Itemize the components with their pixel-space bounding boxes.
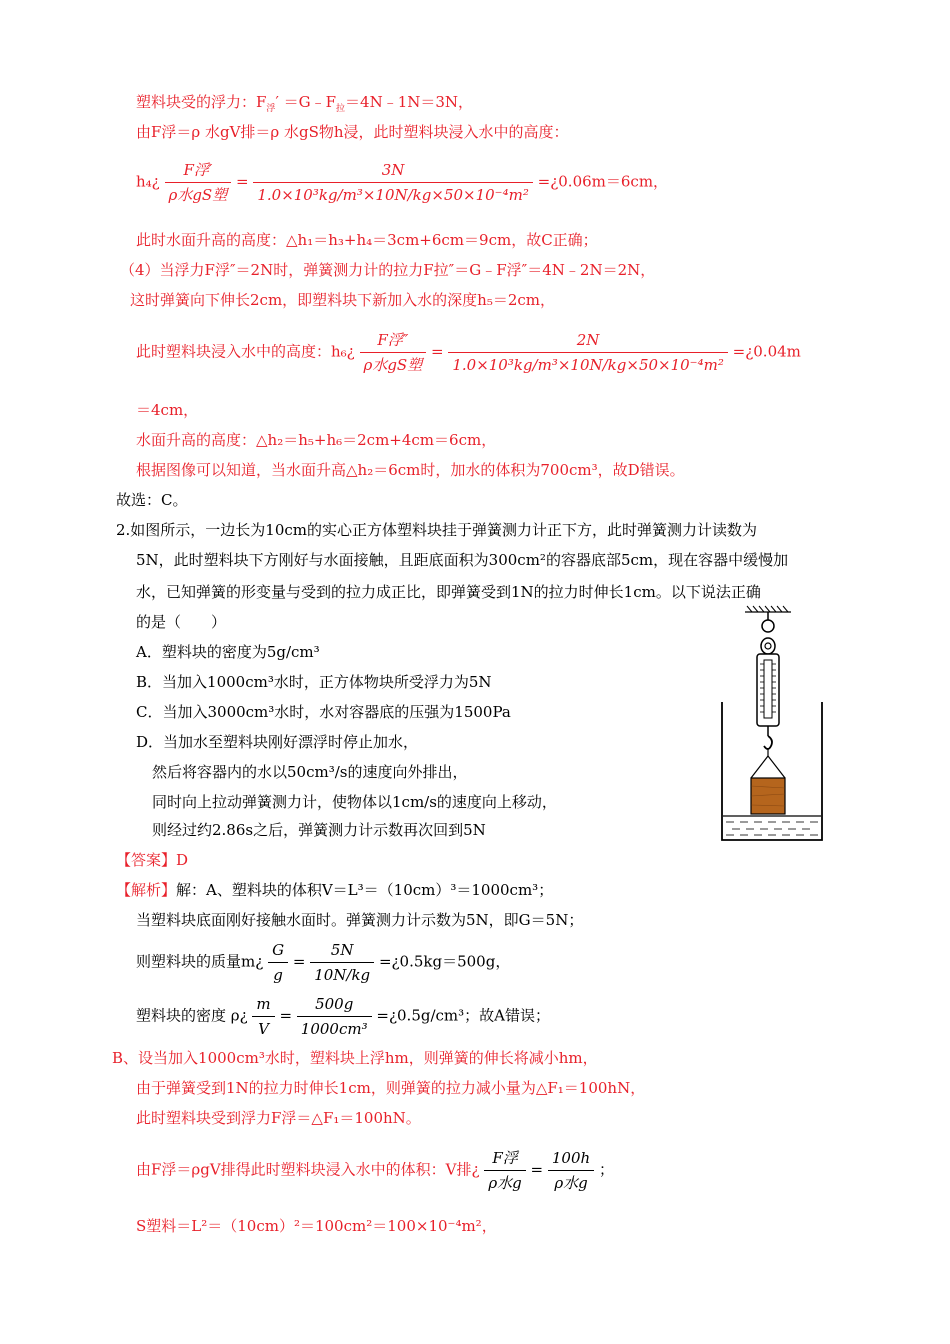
option-d-line-1: D．当加水至塑料块刚好漂浮时停止加水，: [136, 733, 419, 751]
part4-line: （4）当浮力F浮″＝2N时，弹簧测力计的拉力F拉″＝G﹣F浮″＝4N﹣2N＝2N，: [120, 261, 656, 279]
solution-b-line-5: S塑料＝L²＝（10cm）²＝100cm²＝100×10⁻⁴m²，: [136, 1217, 497, 1235]
solution-line-1: 【解析】解：A、塑料块的体积V＝L³＝（10cm）³＝1000cm³；: [116, 881, 554, 899]
question-2-line-1: 2.如图所示，一边长为10cm的实心正方体塑料块挂于弹簧测力计正下方，此时弹簧测力计读数为: [116, 521, 758, 539]
answer-line: 【答案】D: [116, 851, 189, 869]
water-rise-line-1: 此时水面升高的高度：△h₁＝h₃+h₄＝3cm+6cm＝9cm，故C正确；: [136, 231, 598, 249]
equation-mass: 则塑料块的质量m¿ $\frac{G}{g}$ = $\frac{5N}{10N/kg}$ =¿0.5kg＝500g，: [136, 941, 511, 984]
spring-stretch-line: 这时弹簧向下伸长2cm，即塑料块下新加入水的深度h₅＝2cm，: [130, 291, 556, 309]
graph-conclusion-line: 根据图像可以知道，当水面升高△h₂＝6cm时，加水的体积为700cm³，故D错误。: [136, 461, 685, 479]
water-dashes: [726, 822, 818, 835]
solution-line-2: 当塑料块底面刚好接触水面时。弹簧测力计示数为5N，即G＝5N；: [136, 911, 584, 929]
solution-b-line-3: 此时塑料块受到浮力F浮＝△F₁＝100hN。: [136, 1109, 421, 1127]
option-d-line-4: 则经过约2.86s之后，弹簧测力计示数再次回到5N: [152, 821, 486, 839]
equation-volume: 由F浮＝ρgV排得此时塑料块浸入水中的体积：V排¿ $\frac{\text{F浮}}{\text{ρ水g}}$ = $\frac{100h}{\text{ρ水g}}$ ；: [136, 1149, 614, 1192]
option-d-line-2: 然后将容器内的水以50cm³/s的速度向外排出，: [152, 763, 468, 781]
spring-scale-diagram: [718, 602, 828, 848]
result-4cm-line: ＝4cm，: [136, 401, 199, 419]
solution-b-line-1: B、设当加入1000cm³水时，塑料块上浮hm，则弹簧的伸长将减小hm，: [112, 1049, 598, 1067]
ceiling-hatch: [745, 606, 791, 612]
option-b: B．当加入1000cm³水时，正方体物块所受浮力为5N: [136, 673, 492, 691]
option-a: A．塑料块的密度为5g/cm³: [136, 643, 320, 661]
equation-h6: 此时塑料块浸入水中的高度：h₆¿ $\frac{\text{F浮″}}{\text{ρ水gS塑}}$ = $\frac{2N}{\text{1.0×10³kg/m³×10N/kg×50×10⁻⁴m²}}$ =¿0.04m: [136, 331, 801, 374]
water-rise-line-2: 水面升高的高度：△h₂＝h₅+h₆＝2cm+4cm＝6cm，: [136, 431, 497, 449]
question-2-line-4: 的是（ ）: [136, 613, 227, 631]
option-c: C．当加入3000cm³水时，水对容器底的压强为1500Pa: [136, 703, 511, 721]
solution-b-line-2: 由于弹簧受到1N的拉力时伸长1cm，则弹簧的拉力减小量为△F₁＝100hN，: [136, 1079, 646, 1097]
equation-density: 塑料块的密度 ρ¿ $\frac{m}{V}$ = $\frac{500g}{\text{1000cm³}}$ =¿0.5g/cm³；故A错误；: [136, 995, 550, 1038]
hook-icon: [764, 736, 772, 749]
top-ring: [762, 620, 774, 632]
formula-intro-line: 由F浮＝ρ 水gV排＝ρ 水gS物h浸，此时塑料块浸入水中的高度：: [136, 123, 569, 141]
question-2-line-2: 5N，此时塑料块下方刚好与水面接触，且距底面积为300cm²的容器底部5cm，现在容器中缓慢加: [136, 551, 789, 569]
answer-choice-line: 故选：C。: [116, 491, 188, 509]
equation-h4: h₄¿ $\frac{\text{F浮′}}{\text{ρ水gS塑}}$ = $\frac{3N}{\text{1.0×10³kg/m³×10N/kg×50×10⁻⁴m²}}$ =¿0.06m＝6cm，: [136, 161, 669, 204]
option-d-line-3: 同时向上拉动弹簧测力计，使物体以1cm/s的速度向上移动，: [152, 793, 557, 811]
buoyancy-line: 塑料块受的浮力：$F_浮'$ $=G﹣F_拉=4N﹣1N=3N$，: [136, 93, 474, 114]
question-2-line-3: 水，已知弹簧的形变量与受到的拉力成正比，即弹簧受到1N的拉力时伸长1cm。以下说法正确: [136, 583, 761, 601]
